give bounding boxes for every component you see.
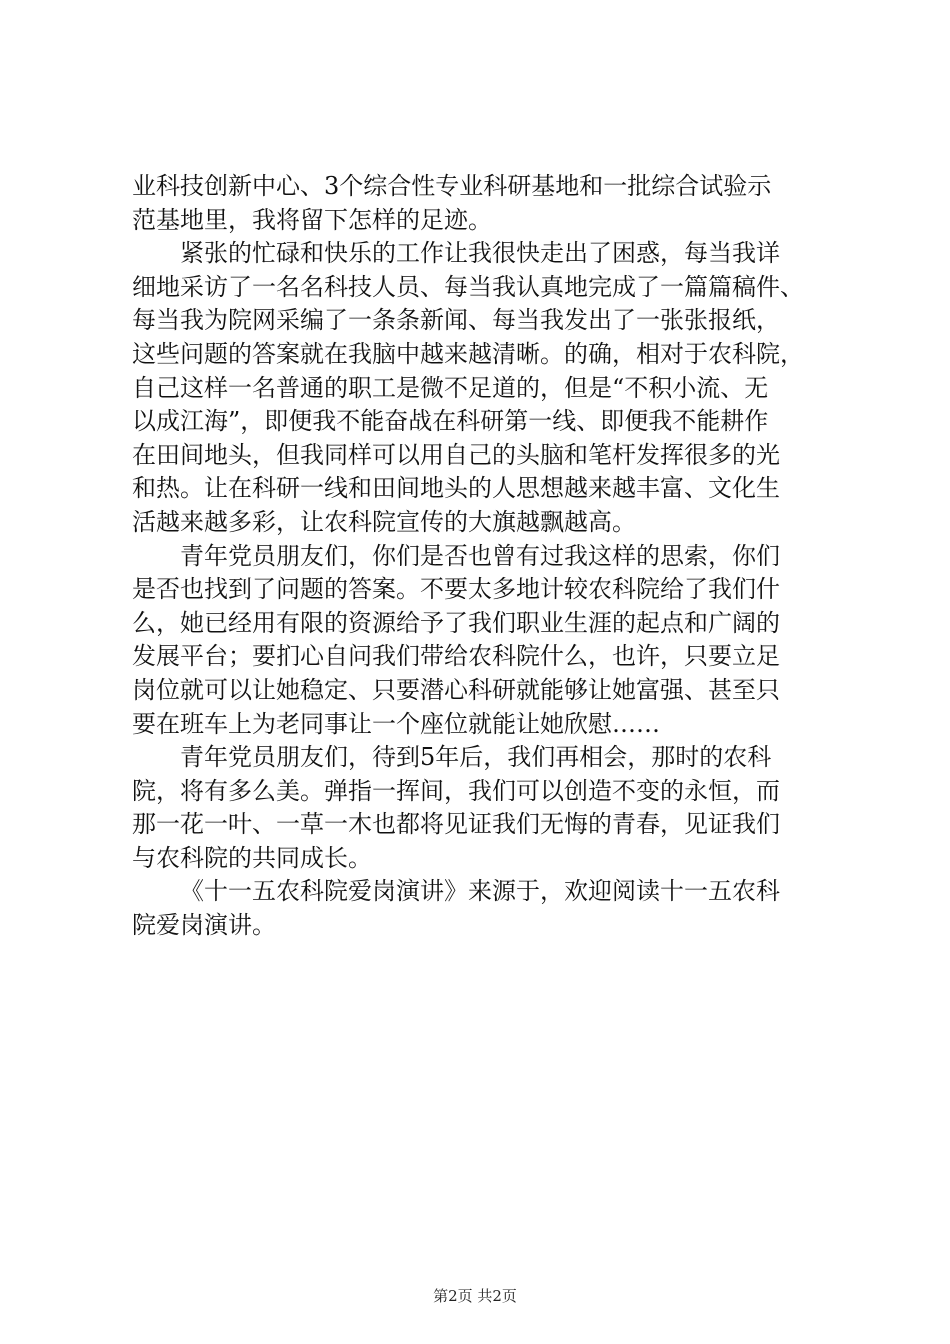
text-line: 院，将有多么美。弹指一挥间，我们可以创造不变的永恒，而 <box>132 776 780 805</box>
text-line: 细地采访了一名名科技人员、每当我认真地完成了一篇篇稿件、 <box>132 272 804 301</box>
text-line: 每当我为院网采编了一条条新闻、每当我发出了一张张报纸， <box>132 306 780 335</box>
text-line: 发展平台；要扪心自问我们带给农科院什么，也许，只要立足 <box>132 642 780 671</box>
text-line: 要在班车上为老同事让一个座位就能让她欣慰…… <box>132 709 660 738</box>
text-line: 院爱岗演讲。 <box>132 911 276 940</box>
text-line: 以成江海”，即便我不能奋战在科研第一线、即便我不能耕作 <box>132 407 769 436</box>
document-body <box>132 170 822 943</box>
text-line: 《十一五农科院爱岗演讲》来源于，欢迎阅读十一五农科 <box>180 877 780 906</box>
text-line: 与农科院的共同成长。 <box>132 843 372 872</box>
page-number-footer: 第2页 共2页 <box>433 1287 517 1305</box>
text-line: 那一花一叶、一草一木也都将见证我们无悔的青春，见证我们 <box>132 810 780 839</box>
text-line: 是否也找到了问题的答案。不要太多地计较农科院给了我们什 <box>132 575 780 604</box>
text-line: 紧张的忙碌和快乐的工作让我很快走出了困惑，每当我详 <box>180 239 780 268</box>
text-line: 这些问题的答案就在我脑中越来越清晰。的确，相对于农科院， <box>132 339 804 368</box>
text-line: 青年党员朋友们，待到5年后，我们再相会，那时的农科 <box>180 743 772 772</box>
text-line: 在田间地头，但我同样可以用自己的头脑和笔杆发挥很多的光 <box>132 440 780 469</box>
text-line: 范基地里，我将留下怎样的足迹。 <box>132 205 492 234</box>
text-line: 青年党员朋友们，你们是否也曾有过我这样的思索，你们 <box>180 541 780 570</box>
text-line: 么，她已经用有限的资源给予了我们职业生涯的起点和广阔的 <box>132 608 780 637</box>
text-line: 业科技创新中心、3个综合性专业科研基地和一批综合试验示 <box>132 172 772 200</box>
text-line: 活越来越多彩，让农科院宣传的大旗越飘越高。 <box>132 507 636 536</box>
text-line: 自己这样一名普通的职工是微不足道的，但是“不积小流、无 <box>132 373 769 402</box>
text-line: 和热。让在科研一线和田间地头的人思想越来越丰富、文化生 <box>132 474 780 503</box>
text-line: 岗位就可以让她稳定、只要潜心科研就能够让她富强、甚至只 <box>132 675 780 704</box>
